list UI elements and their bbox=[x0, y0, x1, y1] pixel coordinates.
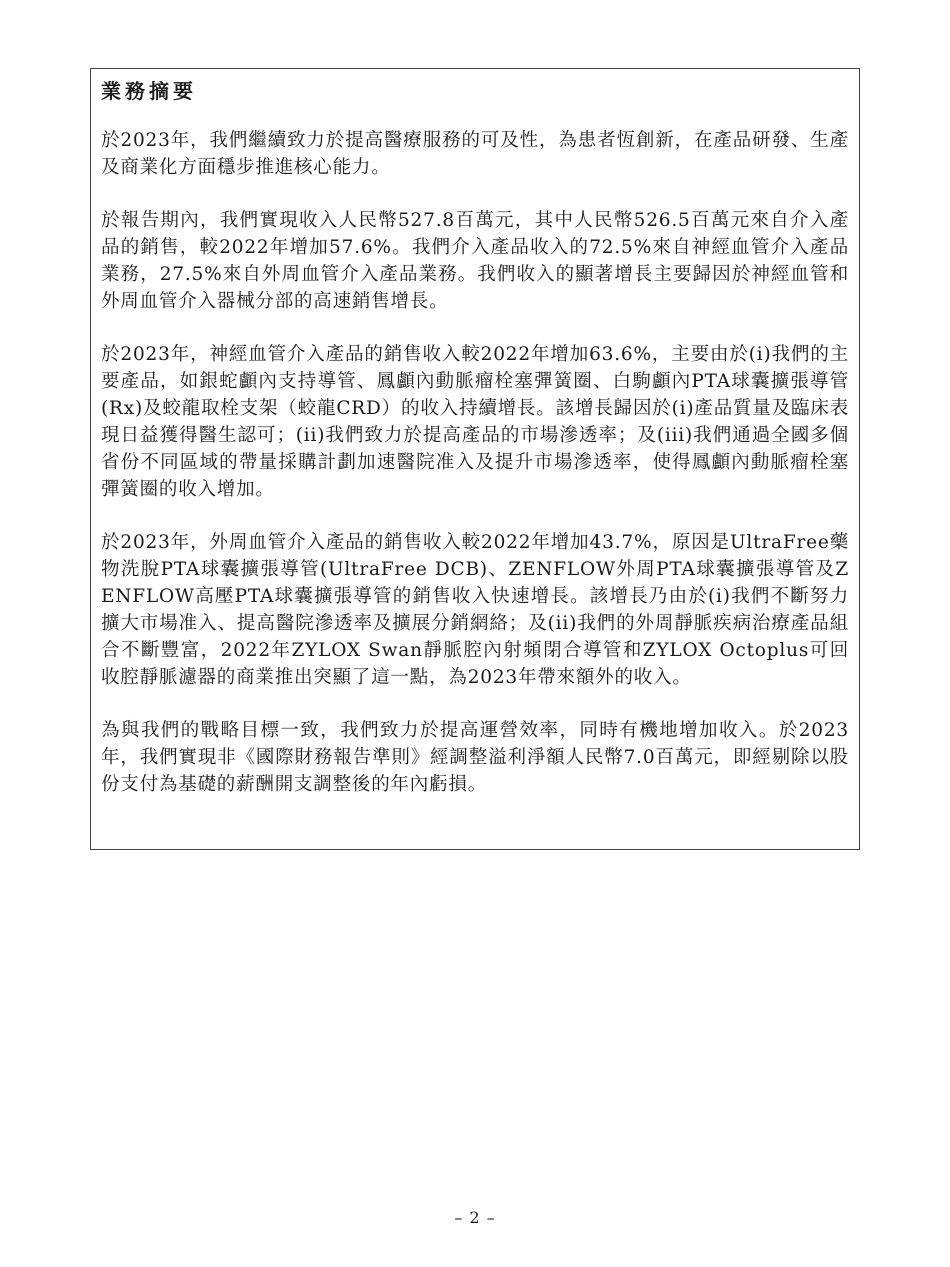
section-title: 業務摘要 bbox=[101, 79, 197, 103]
paragraph-overview: 於2023年，我們繼續致力於提高醫療服務的可及性，為患者恆創新，在產品研發、生產及商業化方面穩步推進核心能力。 bbox=[101, 130, 849, 178]
paragraph-revenue: 於報告期內，我們實現收入人民幣527.8百萬元，其中人民幣526.5百萬元來自介入產品的銷售，較2022年增加57.6%。我們介入產品收入的72.5%來自神經血管介入產品業務，27.5%來自外周血管介入產品業務。我們收入的顯著增長主要歸因於神經血管和外周血管介入器械分部的高速銷售增長。 bbox=[101, 210, 849, 312]
business-summary-box bbox=[90, 68, 860, 850]
paragraph-peripheral-vascular: 於2023年，外周血管介入產品的銷售收入較2022年增加43.7%，原因是UltraFree藥物洗脫PTA球囊擴張導管(UltraFree DCB)、ZENFLOW外周PTA球囊擴張導管及ZENFLOW高壓PTA球囊擴張導管的銷售收入快速增長。該增長乃由於(i)我們不斷努力擴大市場准入、提高醫院滲透率及擴展分銷網絡；及(ii)我們的外周靜脈疾病治療產品組合不斷豐富，2022年ZYLOX Swan靜脈腔內射頻閉合導管和ZYLOX Octoplus可回收腔靜脈濾器的商業推出突顯了這一點，為2023年帶來額外的收入。 bbox=[101, 532, 849, 688]
paragraph-neurovascular: 於2023年，神經血管介入產品的銷售收入較2022年增加63.6%，主要由於(i)我們的主要產品，如銀蛇顱內支持導管、鳳顱內動脈瘤栓塞彈簧圈、白駒顱內PTA球囊擴張導管(Rx)及蛟龍取栓支架（蛟龍CRD）的收入持續增長。該增長歸因於(i)產品質量及臨床表現日益獲得醫生認可；(ii)我們致力於提高產品的市場滲透率；及(iii)我們通過全國多個省份不同區域的帶量採購計劃加速醫院准入及提升市場滲透率，使得鳳顱內動脈瘤栓塞彈簧圈的收入增加。 bbox=[101, 344, 849, 500]
page-number: – 2 – bbox=[454, 1208, 496, 1227]
paragraph-operating-efficiency: 為與我們的戰略目標一致，我們致力於提高運營效率，同時有機地增加收入。於2023年，我們實現非《國際財務報告準則》經調整溢利淨額人民幣7.0百萬元，即經剔除以股份支付為基礎的薪酬開支調整後的年內虧損。 bbox=[101, 720, 849, 795]
